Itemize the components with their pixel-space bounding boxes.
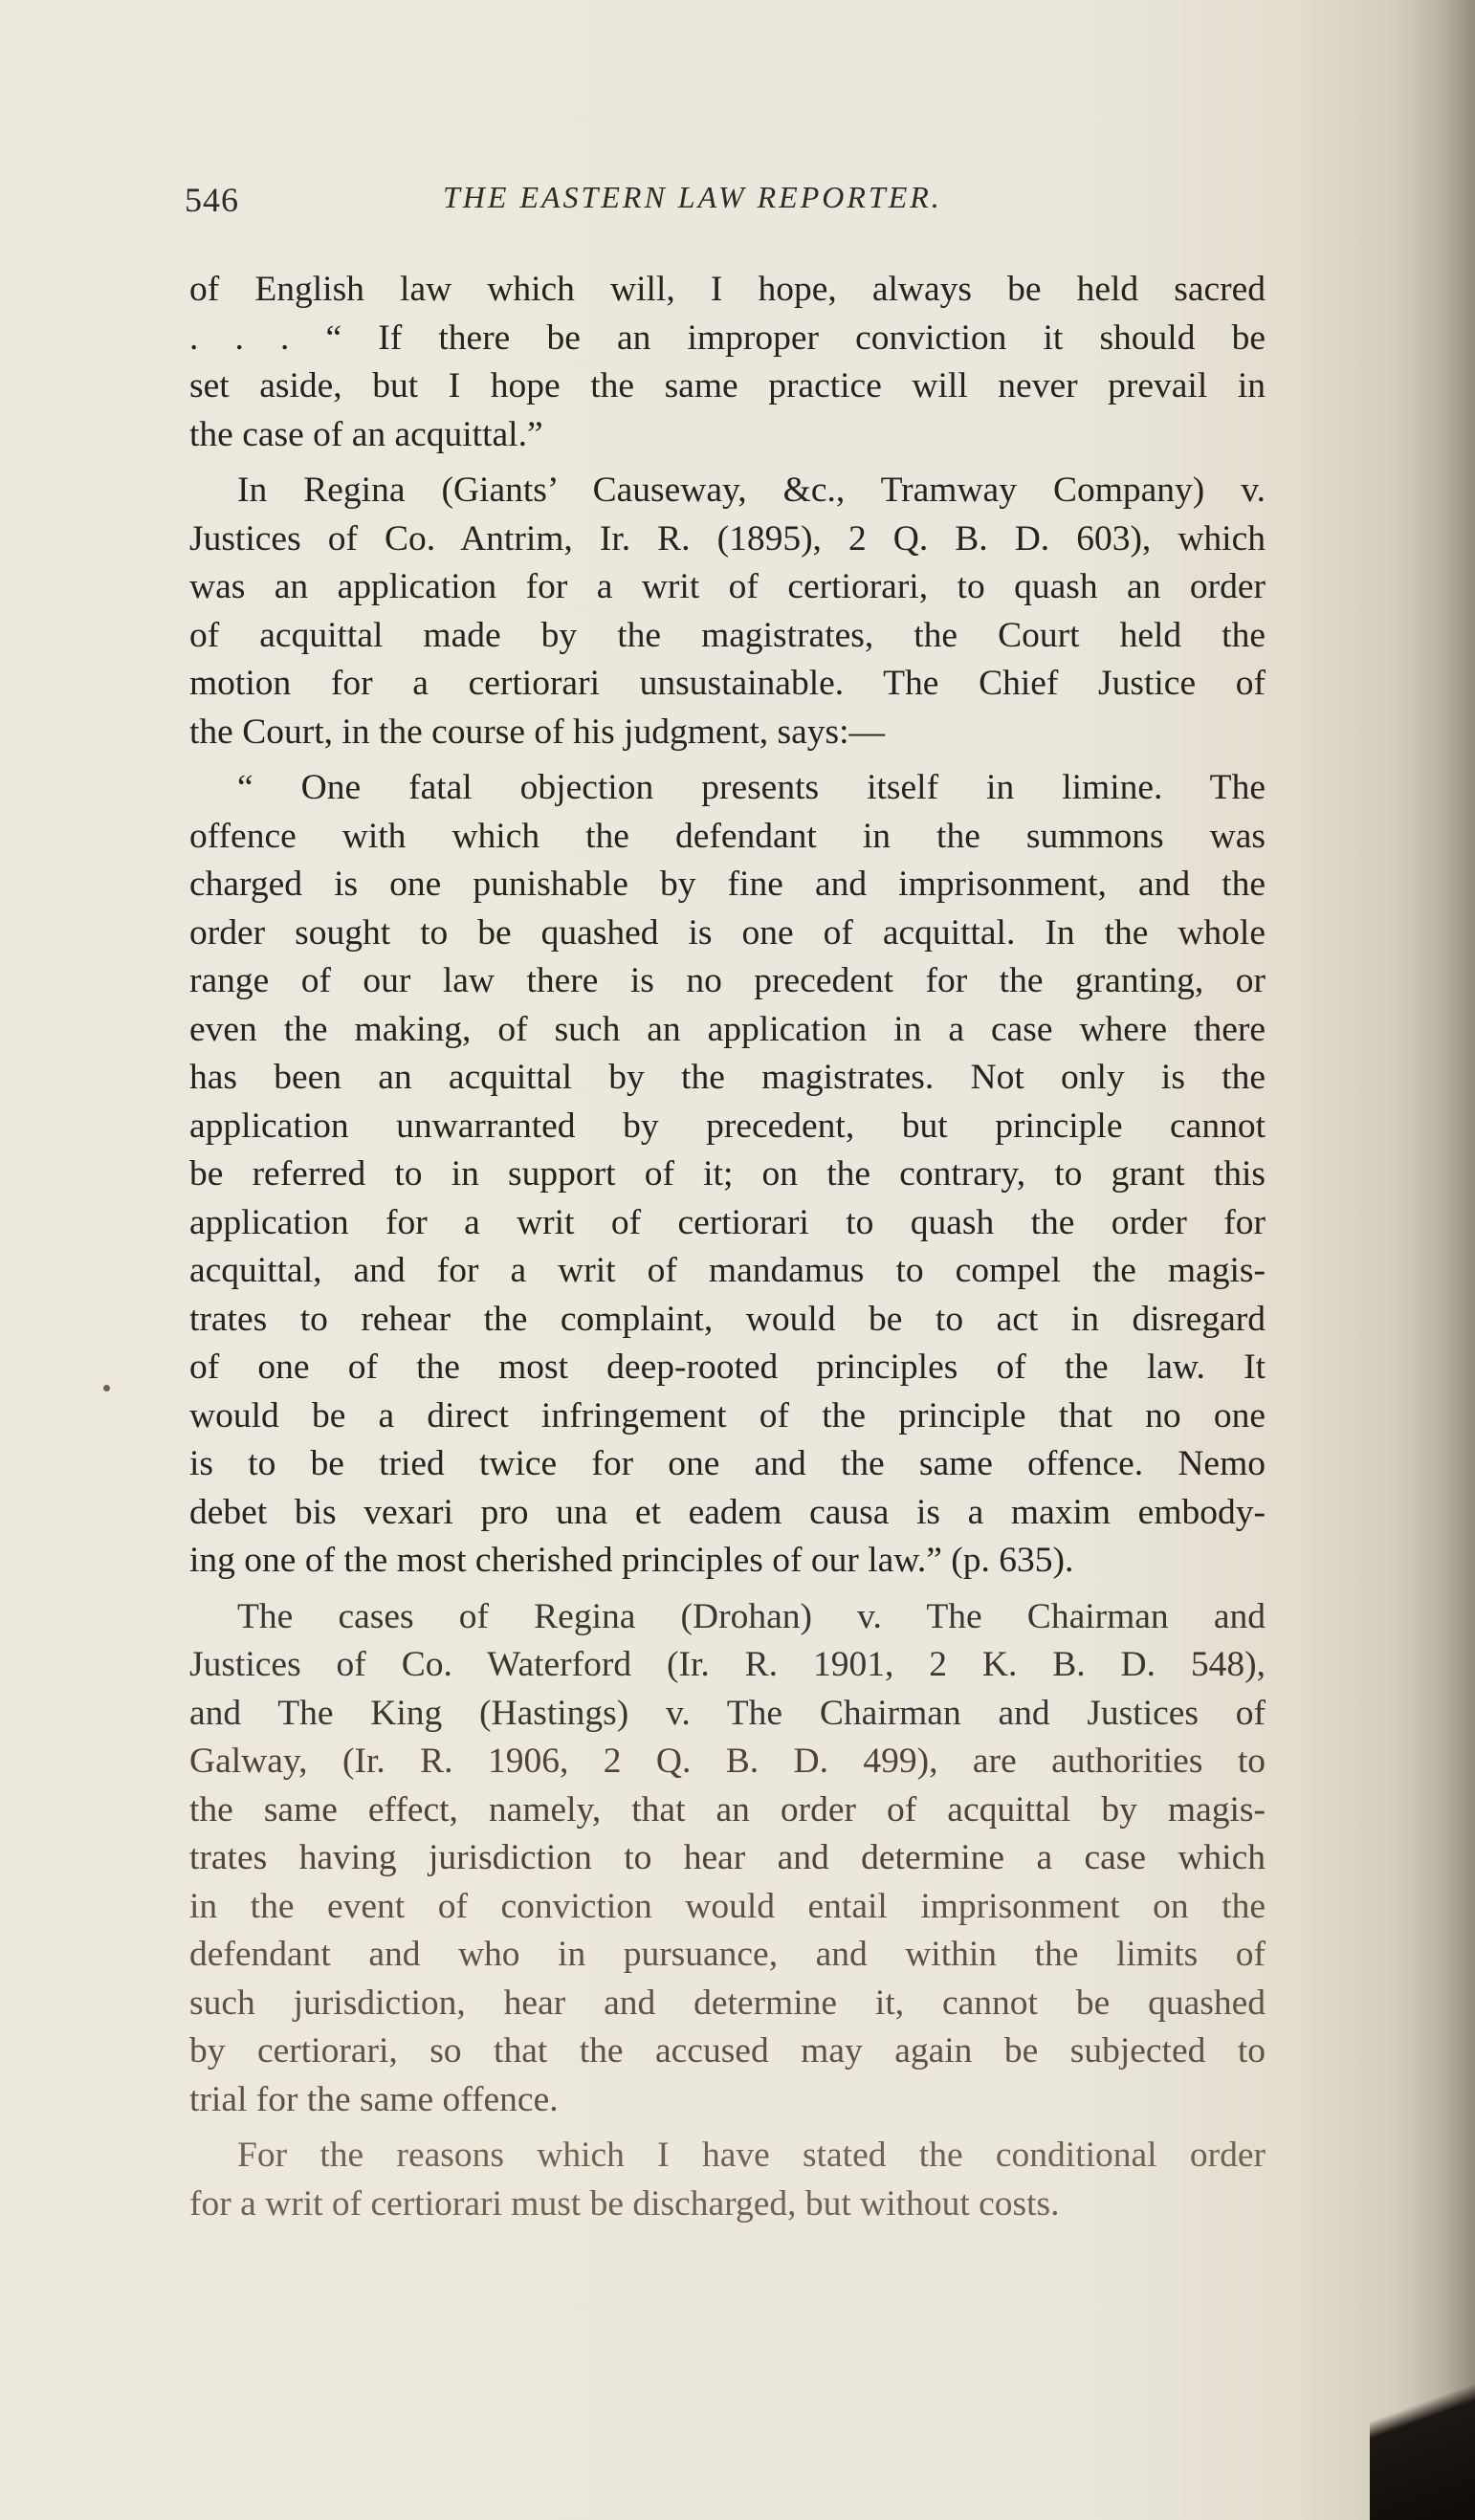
journal-title: THE EASTERN LAW REPORTER. — [443, 180, 942, 214]
text-line: by certiorari, so that the accused may again be subjected to — [189, 2031, 1266, 2071]
text-line: the Court, in the course of his judgment, says:— — [189, 712, 885, 752]
text-line: charged is one punishable by fine and imprisonment, and the — [189, 865, 1266, 904]
text-line: such jurisdiction, hear and determine it, cannot be quashed — [189, 1983, 1266, 2023]
body-text — [189, 266, 1266, 2228]
text-line: the same effect, namely, that an order of acquittal by magis- — [189, 1789, 1266, 1830]
text-line: would be a direct infringement of the principle that no one — [189, 1395, 1266, 1435]
text-line: “ One fatal objection presents itself in limine. The — [237, 768, 1266, 807]
text-line: application unwarranted by precedent, but principle cannot — [189, 1106, 1266, 1146]
text-line: Justices of Co. Waterford (Ir. R. 1901, 2 K. B. D. 548), — [189, 1645, 1266, 1684]
paragraph-3-quotation — [189, 764, 1266, 1586]
text-line: motion for a certiorari unsustainable. The Chief Justice of — [189, 664, 1266, 703]
text-line: has been an acquittal by the magistrates. Not only is the — [189, 1058, 1266, 1097]
page-number: 546 — [185, 181, 239, 219]
text-line: debet bis vexari pro una et eadem causa is a maxim embody- — [189, 1492, 1266, 1532]
text-line: of acquittal made by the magistrates, the Court held the — [189, 615, 1266, 655]
text-line: defendant and who in pursuance, and within the limits of — [189, 1935, 1266, 1974]
text-line: For the reasons which I have stated the conditional order — [237, 2136, 1266, 2175]
text-line: of one of the most deep-rooted principles of the law. It — [189, 1348, 1266, 1387]
text-line: the case of an acquittal.” — [189, 414, 543, 454]
text-line: order sought to be quashed is one of acquittal. In the whole — [189, 912, 1266, 953]
text-line: trates to rehear the complaint, would be to act in disregard — [189, 1299, 1266, 1339]
text-line: ing one of the most cherished principles of our law.” (p. 635). — [189, 1541, 1074, 1580]
text-line: offence with which the defendant in the summons was — [189, 816, 1266, 856]
paragraph-2 — [189, 467, 1266, 756]
text-line: Galway, (Ir. R. 1906, 2 Q. B. D. 499), are authorities to — [189, 1742, 1266, 1781]
text-line: be referred to in support of it; on the contrary, to grant this — [189, 1154, 1266, 1194]
text-line: range of our law there is no precedent for the granting, or — [189, 961, 1266, 1000]
text-line: and The King (Hastings) v. The Chairman and Justices of — [189, 1693, 1266, 1733]
paper-speck — [103, 1385, 110, 1391]
paragraph-5 — [189, 2132, 1266, 2228]
paragraph-4 — [189, 1593, 1266, 2125]
text-line: even the making, of such an application in a case where there — [189, 1009, 1266, 1049]
text-line: of English law which will, I hope, always be held sacred — [189, 270, 1266, 309]
text-line: In Regina (Giants’ Causeway, &c., Tramway Company) v. — [237, 471, 1266, 510]
text-line: set aside, but I hope the same practice will never prevail in — [189, 366, 1266, 405]
paragraph-1 — [189, 266, 1266, 459]
text-line: is to be tried twice for one and the same offence. Nemo — [189, 1444, 1266, 1483]
text-line: acquittal, and for a writ of mandamus to compel the magis- — [189, 1251, 1266, 1290]
text-line: trates having jurisdiction to hear and determine a case which — [189, 1838, 1266, 1877]
text-line: was an application for a writ of certiorari, to quash an order — [189, 567, 1266, 606]
text-line: Justices of Co. Antrim, Ir. R. (1895), 2 Q. B. D. 603), which — [189, 518, 1266, 559]
page-corner-shadow — [1370, 2310, 1475, 2520]
text-line: in the event of conviction would entail imprisonment on the — [189, 1886, 1266, 1926]
text-line: The cases of Regina (Drohan) v. The Chairman and — [237, 1596, 1266, 1636]
text-line: trial for the same offence. — [189, 2079, 559, 2119]
text-line: for a writ of certiorari must be discharged, but without costs. — [189, 2183, 1060, 2224]
running-head — [185, 180, 1261, 226]
spine-shadow — [1398, 0, 1475, 2520]
text-line: . . . “ If there be an improper conviction it should be — [189, 318, 1266, 358]
text-line: application for a writ of certiorari to quash the order for — [189, 1202, 1266, 1242]
